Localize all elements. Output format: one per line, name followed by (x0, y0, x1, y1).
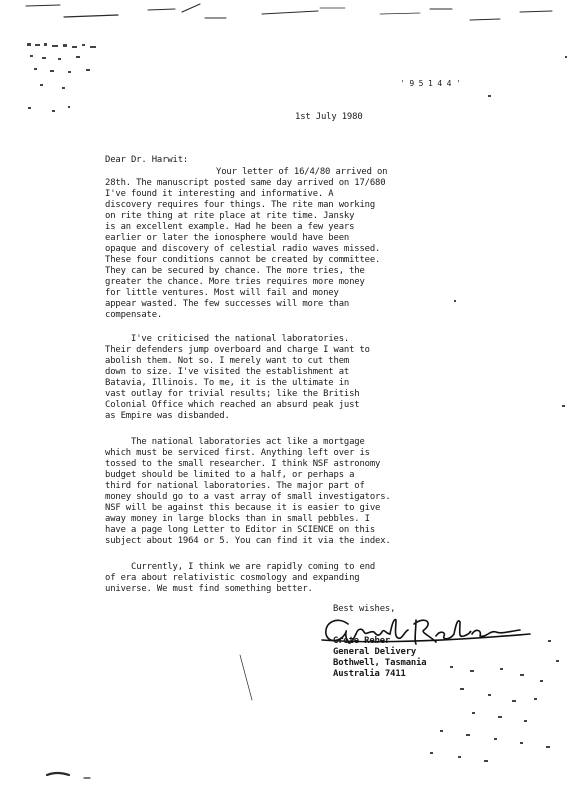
body-line: greater the chance. More tries requires more money (105, 277, 365, 287)
body-line: earlier or later the ionosphere would have been (105, 233, 350, 243)
body-line: Batavia, Illinois. To me, it is the ultimate in (105, 378, 350, 388)
body-line: opaque and discovery of celestial radio waves missed. (105, 244, 381, 254)
body-line: which must be serviced first. Anything left over is (105, 448, 370, 458)
body-line: compensate. (105, 310, 163, 320)
body-line: money should go to a vast array of small investigators. (105, 492, 391, 502)
body-line: Your letter of 16/4/80 arrived on (216, 167, 388, 177)
body-line: down to size. I've visited the establishment at (105, 367, 350, 377)
body-line: subject about 1964 or 5. You can find it via the index. (105, 536, 391, 546)
body-line: I've criticised the national laboratories. (131, 334, 350, 344)
body-line: These four conditions cannot be created by committee. (105, 255, 381, 265)
address-line: Bothwell, Tasmania (333, 658, 427, 668)
body-line: have a page long Letter to Editor in SCIENCE on this (105, 525, 376, 535)
body-line: tossed to the small researcher. I think NSF astronomy (105, 459, 381, 469)
header-mark: ' 9 5 1 4 4 ' (400, 79, 461, 88)
body-line: Colonial Office which reached an absurd peak just (105, 400, 360, 410)
closing: Best wishes, (333, 604, 396, 614)
body-line: The national laboratories act like a mortgage (131, 437, 365, 447)
body-line: universe. We must find something better. (105, 584, 313, 594)
body-line: vast outlay for trivial results; like the British (105, 389, 360, 399)
address-line: General Delivery (333, 647, 417, 657)
address-line: Australia 7411 (333, 669, 406, 679)
body-line: NSF will be against this because it is easier to give (105, 503, 381, 513)
body-line: away money in large blocks than in small pebbles. I (105, 514, 370, 524)
body-line: for little ventures. Most will fail and money (105, 288, 339, 298)
body-line: Their defenders jump overboard and charge I want to (105, 345, 370, 355)
body-line: discovery requires four things. The rite man working (105, 200, 376, 210)
letter-date: 1st July 1980 (295, 112, 363, 122)
body-line: I've found it interesting and informative. A (105, 189, 334, 199)
salutation: Dear Dr. Harwit: (105, 155, 189, 165)
body-line: They can be secured by chance. The more tries, the (105, 266, 365, 276)
body-line: abolish them. Not so. I merely want to cut them (105, 356, 350, 366)
body-line: 28th. The manuscript posted same day arrived on 17/680 (105, 178, 386, 188)
body-line: as Empire was disbanded. (105, 411, 230, 421)
body-line: appear wasted. The few successes will more than (105, 299, 350, 309)
body-line: third for national laboratories. The major part of (105, 481, 365, 491)
body-line: Currently, I think we are rapidly coming to end (131, 562, 376, 572)
body-line: budget should be limited to a half, or perhaps a (105, 470, 355, 480)
body-line: is an excellent example. Had he been a few years (105, 222, 355, 232)
signer-name: Grote Reber (333, 636, 391, 646)
body-line: on rite thing at rite place at rite time. Jansky (105, 211, 355, 221)
body-line: of era about relativistic cosmology and expanding (105, 573, 360, 583)
